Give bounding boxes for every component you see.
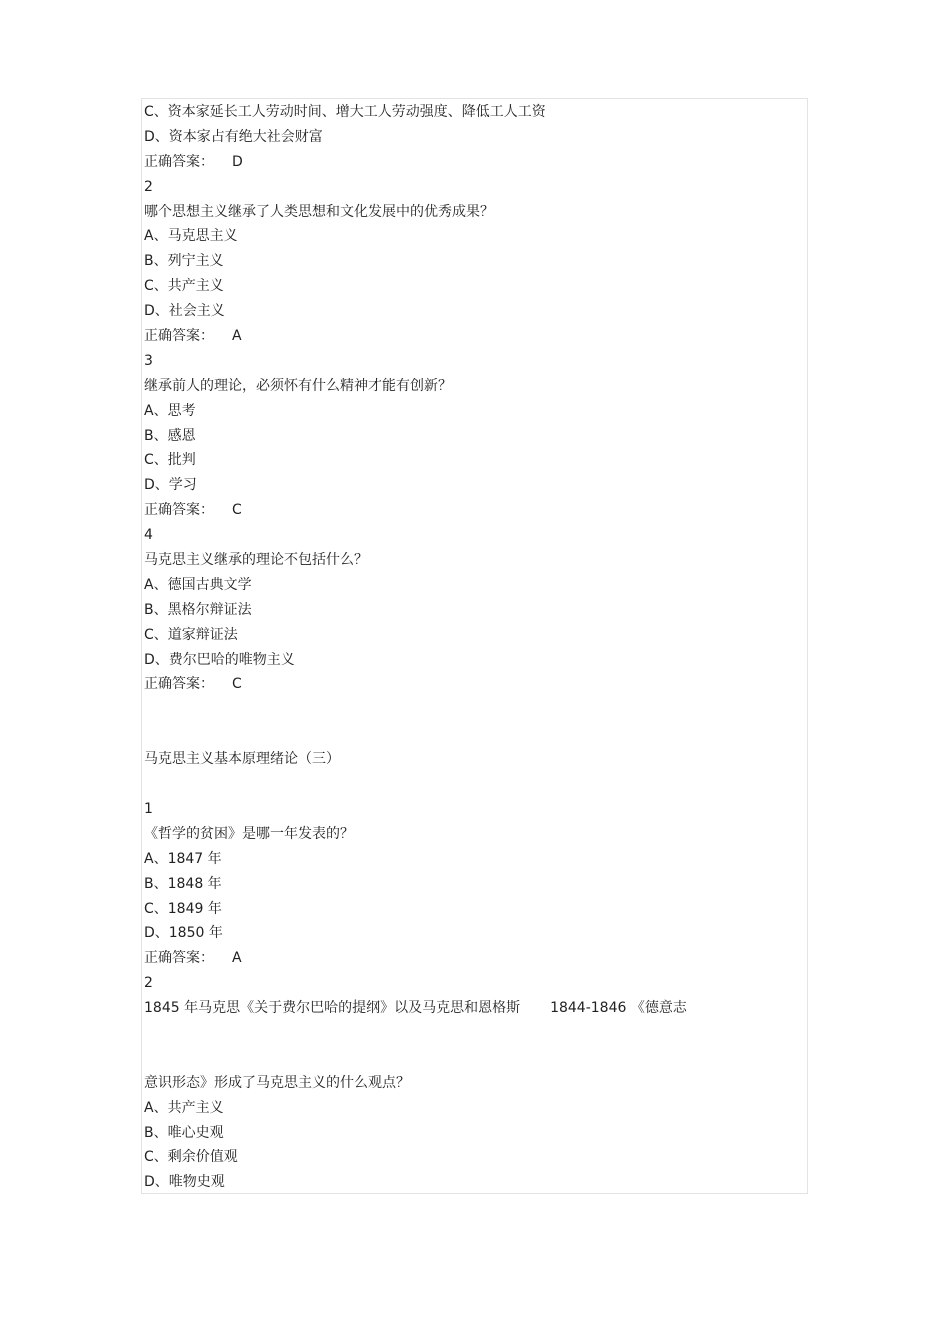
question-text-continued: 意识形态》形成了马克思主义的什么观点？ bbox=[144, 1074, 410, 1091]
document-content bbox=[144, 100, 804, 1195]
option-b: B、黑格尔辩证法 bbox=[144, 601, 252, 618]
question-number: 2 bbox=[144, 178, 153, 195]
section-title: 马克思主义基本原理绪论（三） bbox=[144, 751, 340, 768]
option-b: B、1848 年 bbox=[144, 875, 222, 892]
option-b: B、感恩 bbox=[144, 427, 196, 444]
answer-line bbox=[144, 672, 804, 697]
spacer bbox=[144, 1021, 804, 1071]
option-d: D、费尔巴哈的唯物主义 bbox=[144, 651, 295, 668]
option-d: D、社会主义 bbox=[144, 303, 225, 320]
spacer bbox=[144, 697, 804, 747]
question-text-part: 1845 年马克思《关于费尔巴哈的提纲》以及马克思和恩格斯 bbox=[144, 1000, 521, 1017]
answer-label: 正确答案： bbox=[144, 950, 214, 967]
option-d: D、学习 bbox=[144, 477, 197, 494]
option-b: B、唯心史观 bbox=[144, 1124, 224, 1141]
option-a: A、马克思主义 bbox=[144, 228, 238, 245]
option-c: C、道家辩证法 bbox=[144, 626, 238, 643]
answer-line bbox=[144, 946, 804, 971]
option-c: C、批判 bbox=[144, 452, 196, 469]
answer-value: C bbox=[232, 502, 242, 519]
question-text: 继承前人的理论，必须怀有什么精神才能有创新？ bbox=[144, 377, 452, 394]
question-text-part: 1844-1846 《德意志 bbox=[550, 1000, 687, 1017]
answer-value: C bbox=[232, 676, 242, 693]
question-text: 哪个思想主义继承了人类思想和文化发展中的优秀成果？ bbox=[144, 203, 494, 220]
answer-line bbox=[144, 498, 804, 523]
answer-line bbox=[144, 150, 804, 175]
option-c: C、资本家延长工人劳动时间、增大工人劳动强度、降低工人工资 bbox=[144, 104, 546, 120]
answer-label: 正确答案： bbox=[144, 153, 214, 170]
answer-label: 正确答案： bbox=[144, 676, 214, 693]
option-a: A、1847 年 bbox=[144, 850, 222, 867]
option-d: D、1850 年 bbox=[144, 925, 223, 942]
option-a: A、思考 bbox=[144, 402, 196, 419]
answer-label: 正确答案： bbox=[144, 502, 214, 519]
answer-line bbox=[144, 324, 804, 349]
question-number: 4 bbox=[144, 527, 153, 544]
option-d: D、唯物史观 bbox=[144, 1174, 225, 1191]
option-d: D、资本家占有绝大社会财富 bbox=[144, 128, 323, 145]
question-text: 马克思主义继承的理论不包括什么？ bbox=[144, 552, 368, 569]
question-number: 1 bbox=[144, 800, 153, 817]
option-c: C、1849 年 bbox=[144, 900, 222, 917]
option-a: A、德国古典文学 bbox=[144, 576, 252, 593]
option-a: A、共产主义 bbox=[144, 1099, 224, 1116]
answer-value: D bbox=[232, 153, 243, 170]
question-text: 《哲学的贫困》是哪一年发表的？ bbox=[144, 825, 354, 842]
option-c: C、共产主义 bbox=[144, 278, 224, 295]
option-c: C、剩余价值观 bbox=[144, 1149, 238, 1166]
answer-value: A bbox=[232, 328, 242, 345]
answer-label: 正确答案： bbox=[144, 328, 214, 345]
question-number: 3 bbox=[144, 352, 153, 369]
answer-value: A bbox=[232, 950, 242, 967]
option-b: B、列宁主义 bbox=[144, 253, 224, 270]
spacer bbox=[144, 772, 804, 797]
question-text bbox=[144, 996, 804, 1021]
question-number: 2 bbox=[144, 975, 153, 992]
